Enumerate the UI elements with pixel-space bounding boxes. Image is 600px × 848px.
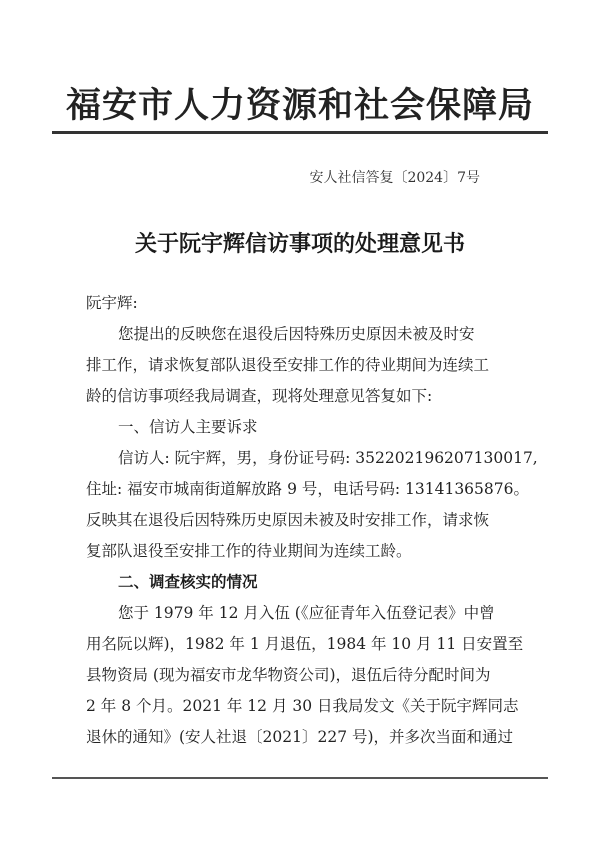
paragraph-line: 排工作，请求恢复部队退役至安排工作的待业期间为连续工 — [86, 356, 490, 374]
salutation: 阮宇辉: — [86, 294, 138, 312]
paragraph-line: 反映其在退役后因特殊历史原因未被及时安排工作，请求恢 — [86, 511, 490, 529]
section-heading-2: 二、调查核实的情况 — [118, 572, 258, 591]
paragraph-line: 您于 1979 年 12 月入伍 (《应征青年入伍登记表》中曾 — [118, 604, 495, 622]
section-heading-1: 一、信访人主要诉求 — [118, 418, 258, 436]
document-title: 关于阮宇辉信访事项的处理意见书 — [134, 231, 465, 257]
paragraph-line: 信访人: 阮宇辉，男，身份证号码: 352202196207130017, — [118, 449, 538, 467]
paragraph-line: 复部队退役至安排工作的待业期间为连续工龄。 — [86, 542, 412, 560]
paragraph-line: 2 年 8 个月。2021 年 12 月 30 日我局发文《关于阮宇辉同志 — [86, 697, 519, 715]
agency-title: 福安市人力资源和社会保障局 — [65, 85, 534, 126]
paragraph-line: 县物资局 (现为福安市龙华物资公司)，退伍后待分配时间为 — [86, 666, 491, 684]
paragraph-line: 龄的信访事项经我局调查，现将处理意见答复如下: — [86, 387, 433, 405]
footer-rule — [52, 777, 548, 779]
header-rule — [52, 131, 548, 134]
paragraph-line: 住址: 福安市城南街道解放路 9 号，电话号码: 13141365876。 — [86, 480, 529, 498]
document-number: 安人社信答复〔2024〕7号 — [309, 170, 480, 186]
paragraph-line: 退休的通知》(安人社退〔2021〕227 号)，并多次当面和通过 — [86, 728, 514, 746]
paragraph-line: 用名阮以辉)，1982 年 1 月退伍，1984 年 10 月 11 日安置至 — [86, 635, 524, 653]
paragraph-line: 您提出的反映您在退役后因特殊历史原因未被及时安 — [118, 325, 475, 343]
